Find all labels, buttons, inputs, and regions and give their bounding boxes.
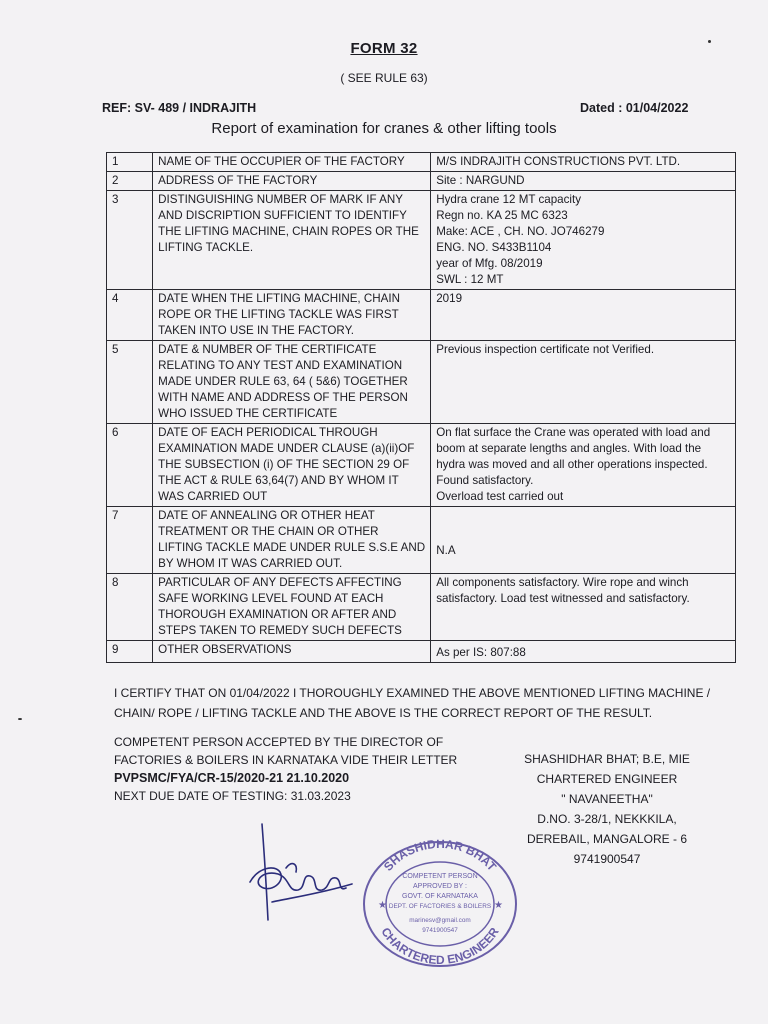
engineer-phone: 9741900547 bbox=[573, 852, 641, 866]
row-number: 6 bbox=[107, 424, 153, 507]
stamp-line-3: GOVT. OF KARNATAKA bbox=[402, 893, 478, 900]
row-description: OTHER OBSERVATIONS bbox=[153, 641, 431, 663]
speck bbox=[708, 40, 711, 43]
row-number: 8 bbox=[107, 574, 153, 641]
row-description: PARTICULAR OF ANY DEFECTS AFFECTING SAFE WORKING LEVEL FOUND AT EACH THOROUGH EXAMINATION OR AFTER AND STEPS TAKEN TO REMEDY SUCH DEFECTS bbox=[153, 574, 431, 641]
engineer-address-line-1: D.NO. 3-28/1, NEKKKILA, bbox=[537, 812, 677, 826]
engineer-address-line-2: DEREBAIL, MANGALORE - 6 bbox=[526, 832, 688, 846]
row-value: Hydra crane 12 MT capacity Regn no. KA 25 MC 6323 Make: ACE , CH. NO. JO746279 ENG. NO. S433B1104 year of Mfg. 08/2019 SWL : 12 MT bbox=[431, 191, 736, 290]
row-number: 3 bbox=[107, 191, 153, 290]
row-description: ADDRESS OF THE FACTORY bbox=[153, 172, 431, 191]
table-row bbox=[107, 153, 736, 172]
competent-person-block bbox=[114, 733, 474, 805]
issue-date: Dated : 01/04/2022 bbox=[580, 101, 689, 115]
certification-statement: I CERTIFY THAT ON 01/04/2022 I THOROUGHLY EXAMINED THE ABOVE MENTIONED LIFTING MACHINE / CHAIN/ ROPE / LIFTING TACKLE AND THE ABOVE IS THE CORRECT REPORT OF THE RESULT. bbox=[114, 686, 711, 720]
stamp-line-1: COMPETENT PERSON bbox=[402, 873, 478, 880]
row-description: DATE & NUMBER OF THE CERTIFICATE RELATING TO ANY TEST AND EXAMINATION MADE UNDER RULE 63, 64 ( 5&6) TOGETHER WITH NAME AND ADDRESS OF THE PERSON WHO ISSUED THE CERTIFICATE bbox=[153, 341, 431, 424]
stamp-top-text: SHASHIDHAR BHAT bbox=[380, 838, 500, 874]
row-description: DATE OF ANNEALING OR OTHER HEAT TREATMENT OR THE CHAIN OR OTHER LIFTING TACKLE MADE UNDER RULE S.S.E AND BY WHOM IT WAS CARRIED OUT. bbox=[153, 507, 431, 574]
star-icon: ★ bbox=[494, 900, 503, 911]
row-value: N.A bbox=[431, 507, 736, 574]
table-row bbox=[107, 290, 736, 341]
table-row bbox=[107, 424, 736, 507]
row-number: 4 bbox=[107, 290, 153, 341]
row-value: On flat surface the Crane was operated with load and boom at separate lengths and angles. With load the hydra was moved and all other operations inspected. Found satisfactory. Overload test carried out bbox=[431, 424, 736, 507]
row-number: 5 bbox=[107, 341, 153, 424]
stamp-line-5: marinesv@gmail.com bbox=[409, 917, 471, 924]
row-number: 9 bbox=[107, 641, 153, 663]
table-row bbox=[107, 341, 736, 424]
reference-number: REF: SV- 489 / INDRAJITH bbox=[102, 101, 257, 115]
engineer-seal-stamp bbox=[360, 838, 520, 970]
row-description: DISTINGUISHING NUMBER OF MARK IF ANY AND DISCRIPTION SUFFICIENT TO IDENTIFY THE LIFTING MACHINE, CHAIN ROPES OR THE LIFTING TACKLE. bbox=[153, 191, 431, 290]
table-row bbox=[107, 574, 736, 641]
competent-line-1: COMPETENT PERSON ACCEPTED BY THE DIRECTOR OF bbox=[114, 735, 444, 749]
row-value: As per IS: 807:88 bbox=[431, 641, 736, 663]
stamp-line-6: 9741900547 bbox=[422, 927, 458, 934]
handwritten-signature bbox=[240, 820, 370, 930]
form-title: FORM 32 bbox=[350, 40, 418, 57]
competent-line-2: FACTORIES & BOILERS IN KARNATAKA VIDE THEIR LETTER bbox=[114, 753, 458, 767]
row-description: DATE OF EACH PERIODICAL THROUGH EXAMINATION MADE UNDER CLAUSE (a)(ii)OF THE SUBSECTION (i) OF THE SECTION 29 OF THE ACT & RULE 63,64(7) AND BY WHOM IT WAS CARRIED OUT bbox=[153, 424, 431, 507]
stamp-line-4: DEPT. OF FACTORIES & BOILERS bbox=[388, 903, 492, 910]
row-value: M/S INDRAJITH CONSTRUCTIONS PVT. LTD. bbox=[431, 153, 736, 172]
rule-reference: ( SEE RULE 63) bbox=[340, 71, 428, 85]
star-icon: ★ bbox=[378, 900, 387, 911]
row-description: DATE WHEN THE LIFTING MACHINE, CHAIN ROPE OR THE LIFTING TACKLE WAS FIRST TAKEN INTO USE IN THE FACTORY. bbox=[153, 290, 431, 341]
row-description: NAME OF THE OCCUPIER OF THE FACTORY bbox=[153, 153, 431, 172]
speck bbox=[18, 718, 22, 720]
table-row bbox=[107, 191, 736, 290]
letter-reference: PVPSMC/FYA/CR-15/2020-21 21.10.2020 bbox=[114, 771, 350, 785]
examination-table bbox=[106, 152, 736, 663]
next-due-date: NEXT DUE DATE OF TESTING: 31.03.2023 bbox=[114, 789, 351, 803]
engineer-title: CHARTERED ENGINEER bbox=[536, 772, 678, 786]
table-row bbox=[107, 172, 736, 191]
engineer-name: SHASHIDHAR BHAT; B.E, MIE bbox=[524, 752, 690, 766]
stamp-line-2: APPROVED BY : bbox=[413, 883, 467, 890]
stamp-bottom-text: CHARTERED ENGINEER bbox=[378, 924, 502, 968]
row-value: All components satisfactory. Wire rope and winch satisfactory. Load test witnessed and satisfactory. bbox=[431, 574, 736, 641]
row-number: 1 bbox=[107, 153, 153, 172]
row-number: 7 bbox=[107, 507, 153, 574]
row-value: Site : NARGUND bbox=[431, 172, 736, 191]
engineer-house: " NAVANEETHA" bbox=[561, 792, 653, 806]
table-row bbox=[107, 507, 736, 574]
row-value: Previous inspection certificate not Verified. bbox=[431, 341, 736, 424]
table-row bbox=[107, 641, 736, 663]
row-value: 2019 bbox=[431, 290, 736, 341]
row-number: 2 bbox=[107, 172, 153, 191]
report-title: Report of examination for cranes & other lifting tools bbox=[211, 120, 557, 137]
